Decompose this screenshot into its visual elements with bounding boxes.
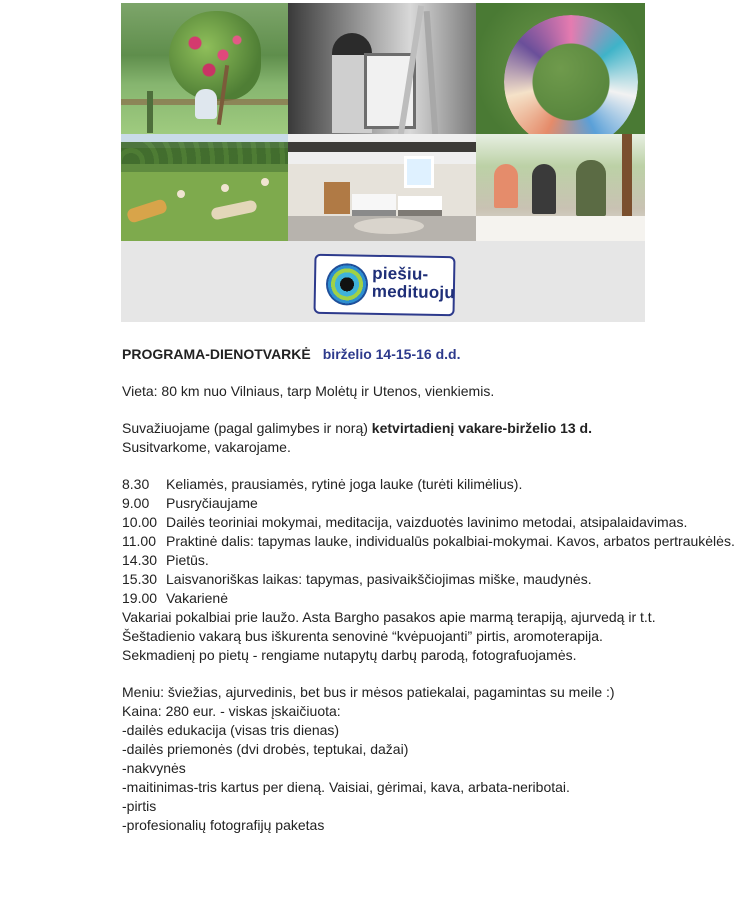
evening-line: Sekmadienį po pietų - rengiame nutapytų darbų parodą, fotografuojamės. bbox=[122, 647, 577, 663]
evening-line: Vakariai pokalbiai prie laužo. Asta Bargho pasakos apie marmą terapiją, ajurvedą ir t.t. bbox=[122, 609, 656, 625]
arrival-line-2: Susitvarkome, vakarojame. bbox=[122, 439, 291, 455]
schedule-time: 19.00 bbox=[122, 590, 158, 606]
logo-line-1: piešiu- bbox=[372, 263, 429, 284]
schedule bbox=[122, 475, 747, 608]
program-text bbox=[122, 345, 747, 835]
evening-line: Šeštadienio vakarą bus iškurenta senovinė “kvėpuojanti” pirtis, aromoterapija. bbox=[122, 628, 603, 644]
heading-date: birželio 14-15-16 d.d. bbox=[322, 346, 461, 362]
painting-class-photo bbox=[476, 134, 645, 241]
eye-logo-icon bbox=[326, 263, 369, 306]
includes-item: -nakvynės bbox=[122, 760, 186, 776]
includes-item: -profesionalių fotografijų paketas bbox=[122, 817, 325, 833]
logo-line-2: medituoju bbox=[371, 281, 456, 303]
schedule-item bbox=[122, 589, 747, 608]
schedule-text: Pusryčiaujame bbox=[166, 495, 258, 511]
program-heading bbox=[122, 345, 747, 364]
schedule-item bbox=[122, 475, 747, 494]
arrival-date: ketvirtadienį vakare-birželio 13 d. bbox=[371, 420, 593, 436]
schedule-item bbox=[122, 513, 747, 532]
includes-item: -pirtis bbox=[122, 798, 157, 814]
includes-item: -dailės priemonės (dvi drobės, teptukai, dažai) bbox=[122, 741, 409, 757]
schedule-time: 8.30 bbox=[122, 476, 150, 492]
easel-photo bbox=[288, 3, 476, 134]
schedule-item bbox=[122, 532, 747, 551]
schedule-text: Dailės teoriniai mokymai, meditacija, vaizduotės lavinimo metodai, atsipalaidavimas. bbox=[166, 514, 688, 530]
schedule-time: 11.00 bbox=[122, 533, 156, 549]
circle-on-grass-photo bbox=[476, 3, 645, 134]
price-line: Kaina: 280 eur. - viskas įskaičiuota: bbox=[122, 703, 341, 719]
meadow-yoga-photo bbox=[121, 134, 288, 241]
interior-room-photo bbox=[288, 134, 476, 241]
arrival-line bbox=[122, 419, 747, 438]
garden-painting-photo bbox=[121, 3, 288, 134]
arrival-text: Suvažiuojame (pagal galimybes ir norą) bbox=[122, 420, 372, 436]
schedule-time: 15.30 bbox=[122, 571, 158, 587]
schedule-text: Pietūs. bbox=[166, 552, 209, 568]
location-line: Vieta: 80 km nuo Vilniaus, tarp Molėtų ir Utenos, vienkiemis. bbox=[122, 383, 495, 399]
schedule-time: 10.00 bbox=[122, 514, 158, 530]
logo bbox=[313, 254, 455, 316]
photo-collage bbox=[121, 3, 645, 241]
logo-text bbox=[372, 265, 456, 302]
heading-title: PROGRAMA-DIENOTVARKĖ bbox=[122, 346, 311, 362]
schedule-time: 9.00 bbox=[122, 495, 150, 511]
schedule-text: Vakarienė bbox=[166, 590, 229, 606]
logo-band bbox=[121, 241, 645, 322]
schedule-text: Keliamės, prausiamės, rytinė joga lauke (turėti kilimėlius). bbox=[166, 476, 523, 492]
schedule-time: 14.30 bbox=[122, 552, 158, 568]
schedule-item bbox=[122, 570, 747, 589]
schedule-text: Praktinė dalis: tapymas lauke, individualūs pokalbiai-mokymai. Kavos, arbatos pertraukėlės. bbox=[166, 533, 735, 549]
schedule-text: Laisvanoriškas laikas: tapymas, pasivaikščiojimas miške, maudynės. bbox=[166, 571, 592, 587]
includes-item: -dailės edukacija (visas tris dienas) bbox=[122, 722, 340, 738]
schedule-item bbox=[122, 494, 747, 513]
schedule-item bbox=[122, 551, 747, 570]
menu-line: Meniu: šviežias, ajurvedinis, bet bus ir mėsos patiekalai, pagamintas su meile :) bbox=[122, 684, 615, 700]
includes-item: -maitinimas-tris kartus per dieną. Vaisiai, gėrimai, kava, arbata-neribotai. bbox=[122, 779, 570, 795]
